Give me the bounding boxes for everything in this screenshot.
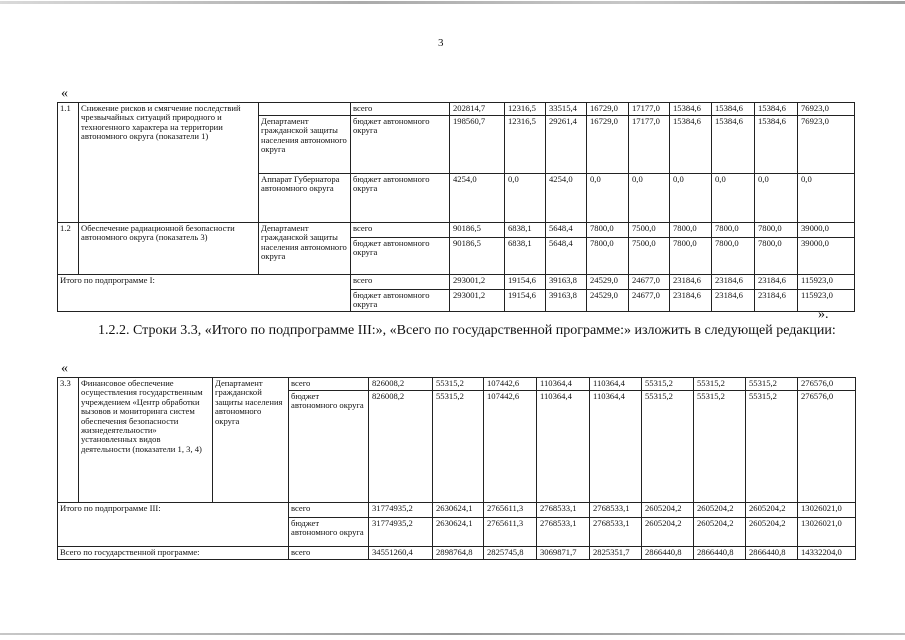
value-cell: 2768533,1 bbox=[590, 503, 642, 518]
measure-name-cell: Снижение рисков и смягчение последствий чрезвычайных ситуаций природного и техногенного характера на территории автономного округа (показатели 1) bbox=[79, 103, 259, 223]
subprogram-1-table bbox=[57, 102, 855, 312]
value-cell: 19154,6 bbox=[505, 275, 546, 290]
value-cell: 202814,7 bbox=[450, 103, 505, 116]
measure-name-cell: Обеспечение радиационной безопасности автономного округа (показатель 3) bbox=[79, 223, 259, 275]
value-cell: 2898764,8 bbox=[433, 547, 484, 560]
value-cell: 110364,4 bbox=[537, 378, 590, 391]
funding-source-cell: бюджет автономного округа bbox=[351, 290, 450, 312]
value-cell: 2605204,2 bbox=[642, 518, 694, 547]
value-cell: 23184,6 bbox=[755, 290, 798, 312]
funding-source-cell: бюджет автономного округа bbox=[351, 174, 450, 223]
row-number-cell: 1.1 bbox=[58, 103, 79, 223]
funding-source-cell: бюджет автономного округа bbox=[289, 391, 369, 503]
value-cell: 3069871,7 bbox=[537, 547, 590, 560]
value-cell: 7800,0 bbox=[712, 238, 755, 275]
value-cell: 15384,6 bbox=[755, 116, 798, 174]
subtotal-label-cell: Итого по подпрограмме I: bbox=[58, 275, 351, 312]
value-cell: 15384,6 bbox=[670, 116, 712, 174]
funding-source-cell: всего bbox=[351, 275, 450, 290]
value-cell: 76923,0 bbox=[798, 116, 855, 174]
value-cell: 31774935,2 bbox=[369, 518, 433, 547]
executor-cell: Департамент гражданской защиты населения автономного округа bbox=[259, 116, 351, 174]
value-cell: 34551260,4 bbox=[369, 547, 433, 560]
table-row bbox=[58, 547, 856, 560]
value-cell: 2605204,2 bbox=[694, 503, 746, 518]
value-cell: 13026021,0 bbox=[798, 503, 856, 518]
executor-cell: Аппарат Губернатора автономного округа bbox=[259, 174, 351, 223]
value-cell: 15384,6 bbox=[670, 103, 712, 116]
opening-quote-2: « bbox=[61, 361, 68, 376]
value-cell: 0,0 bbox=[755, 174, 798, 223]
value-cell: 23184,6 bbox=[670, 275, 712, 290]
value-cell: 276576,0 bbox=[798, 391, 856, 503]
value-cell: 24677,0 bbox=[629, 290, 670, 312]
value-cell: 55315,2 bbox=[433, 391, 484, 503]
value-cell: 7500,0 bbox=[629, 238, 670, 275]
value-cell: 6838,1 bbox=[505, 223, 546, 238]
value-cell: 110364,4 bbox=[537, 391, 590, 503]
table-row bbox=[58, 275, 855, 290]
value-cell: 55315,2 bbox=[746, 391, 798, 503]
amendment-paragraph: 1.2.2. Строки 3.3, «Итого по подпрограмме III:», «Всего по государственной программе:» изложить в следующей редакции: bbox=[98, 323, 836, 338]
value-cell: 7800,0 bbox=[755, 238, 798, 275]
value-cell: 110364,4 bbox=[590, 378, 642, 391]
subprogram-3-body bbox=[58, 378, 856, 560]
opening-quote: « bbox=[61, 86, 68, 101]
value-cell: 55315,2 bbox=[746, 378, 798, 391]
value-cell: 14332204,0 bbox=[798, 547, 856, 560]
value-cell: 7800,0 bbox=[587, 238, 629, 275]
value-cell: 198560,7 bbox=[450, 116, 505, 174]
value-cell: 24677,0 bbox=[629, 275, 670, 290]
value-cell: 110364,4 bbox=[590, 391, 642, 503]
funding-source-cell: всего bbox=[289, 503, 369, 518]
value-cell: 0,0 bbox=[798, 174, 855, 223]
value-cell: 12316,5 bbox=[505, 103, 546, 116]
value-cell: 13026021,0 bbox=[798, 518, 856, 547]
value-cell: 55315,2 bbox=[642, 378, 694, 391]
value-cell: 2605204,2 bbox=[746, 503, 798, 518]
value-cell: 107442,6 bbox=[484, 391, 537, 503]
value-cell: 2605204,2 bbox=[642, 503, 694, 518]
value-cell: 76923,0 bbox=[798, 103, 855, 116]
funding-source-cell: бюджет автономного округа bbox=[351, 116, 450, 174]
funding-source-cell: всего bbox=[289, 378, 369, 391]
value-cell: 7800,0 bbox=[670, 223, 712, 238]
funding-source-cell: всего bbox=[351, 223, 450, 238]
value-cell: 15384,6 bbox=[712, 116, 755, 174]
executor-cell: Департамент гражданской защиты населения автономного округа bbox=[213, 378, 289, 503]
value-cell: 39000,0 bbox=[798, 223, 855, 238]
value-cell: 2765611,3 bbox=[484, 503, 537, 518]
value-cell: 90186,5 bbox=[450, 238, 505, 275]
value-cell: 7800,0 bbox=[755, 223, 798, 238]
value-cell: 2825351,7 bbox=[590, 547, 642, 560]
scan-edge-top bbox=[0, 1, 905, 4]
value-cell: 0,0 bbox=[587, 174, 629, 223]
funding-source-cell: бюджет автономного округа bbox=[289, 518, 369, 547]
value-cell: 293001,2 bbox=[450, 290, 505, 312]
value-cell: 31774935,2 bbox=[369, 503, 433, 518]
closing-quote: ». bbox=[818, 307, 829, 322]
value-cell: 115923,0 bbox=[798, 290, 855, 312]
value-cell: 115923,0 bbox=[798, 275, 855, 290]
value-cell: 29261,4 bbox=[546, 116, 587, 174]
value-cell: 0,0 bbox=[712, 174, 755, 223]
value-cell: 107442,6 bbox=[484, 378, 537, 391]
scan-edge-bottom bbox=[0, 633, 905, 635]
value-cell: 23184,6 bbox=[670, 290, 712, 312]
table-row bbox=[58, 503, 856, 518]
value-cell: 2765611,3 bbox=[484, 518, 537, 547]
table-row bbox=[58, 378, 856, 391]
total-label-cell: Всего по государственной программе: bbox=[58, 547, 289, 560]
subprogram-3-table bbox=[57, 377, 856, 560]
value-cell: 16729,0 bbox=[587, 103, 629, 116]
value-cell: 7500,0 bbox=[629, 223, 670, 238]
value-cell: 2866440,8 bbox=[694, 547, 746, 560]
value-cell: 2605204,2 bbox=[746, 518, 798, 547]
value-cell: 15384,6 bbox=[712, 103, 755, 116]
value-cell: 2630624,1 bbox=[433, 503, 484, 518]
value-cell: 7800,0 bbox=[587, 223, 629, 238]
value-cell: 23184,6 bbox=[712, 290, 755, 312]
value-cell: 4254,0 bbox=[450, 174, 505, 223]
row-number-cell: 3.3 bbox=[58, 378, 79, 503]
row-number-cell: 1.2 bbox=[58, 223, 79, 275]
value-cell: 2630624,1 bbox=[433, 518, 484, 547]
value-cell: 24529,0 bbox=[587, 290, 629, 312]
value-cell: 2605204,2 bbox=[694, 518, 746, 547]
value-cell: 5648,4 bbox=[546, 238, 587, 275]
value-cell: 293001,2 bbox=[450, 275, 505, 290]
page-number: 3 bbox=[438, 37, 444, 49]
value-cell: 2825745,8 bbox=[484, 547, 537, 560]
value-cell: 23184,6 bbox=[712, 275, 755, 290]
value-cell: 2866440,8 bbox=[746, 547, 798, 560]
value-cell: 4254,0 bbox=[546, 174, 587, 223]
value-cell: 24529,0 bbox=[587, 275, 629, 290]
value-cell: 33515,4 bbox=[546, 103, 587, 116]
value-cell: 826008,2 bbox=[369, 391, 433, 503]
table-row bbox=[58, 103, 855, 116]
value-cell: 0,0 bbox=[505, 174, 546, 223]
value-cell: 39163,8 bbox=[546, 275, 587, 290]
value-cell: 2768533,1 bbox=[590, 518, 642, 547]
executor-cell: Департамент гражданской защиты населения автономного округа bbox=[259, 223, 351, 275]
funding-source-cell: бюджет автономного округа bbox=[351, 238, 450, 275]
funding-source-cell: всего bbox=[351, 103, 450, 116]
table-row bbox=[58, 223, 855, 238]
value-cell: 55315,2 bbox=[694, 378, 746, 391]
value-cell: 2768533,1 bbox=[537, 503, 590, 518]
value-cell: 2866440,8 bbox=[642, 547, 694, 560]
value-cell: 23184,6 bbox=[755, 275, 798, 290]
value-cell: 16729,0 bbox=[587, 116, 629, 174]
value-cell: 55315,2 bbox=[433, 378, 484, 391]
value-cell: 826008,2 bbox=[369, 378, 433, 391]
value-cell: 2768533,1 bbox=[537, 518, 590, 547]
subtotal-label-cell: Итого по подпрограмме III: bbox=[58, 503, 289, 547]
value-cell: 55315,2 bbox=[694, 391, 746, 503]
value-cell: 17177,0 bbox=[629, 116, 670, 174]
value-cell: 12316,5 bbox=[505, 116, 546, 174]
value-cell: 5648,4 bbox=[546, 223, 587, 238]
executor-cell bbox=[259, 103, 351, 116]
value-cell: 7800,0 bbox=[712, 223, 755, 238]
subprogram-1-body bbox=[58, 103, 855, 312]
value-cell: 90186,5 bbox=[450, 223, 505, 238]
value-cell: 7800,0 bbox=[670, 238, 712, 275]
value-cell: 55315,2 bbox=[642, 391, 694, 503]
value-cell: 6838,1 bbox=[505, 238, 546, 275]
measure-name-cell: Финансовое обеспечение осуществления государственным учреждением «Центр обработки вызовов и мониторинга систем обеспечения безопасности жизнедеятельности» установленных видов деятельности (показатели 1, 3, 4) bbox=[79, 378, 213, 503]
value-cell: 0,0 bbox=[670, 174, 712, 223]
value-cell: 39163,8 bbox=[546, 290, 587, 312]
funding-source-cell: всего bbox=[289, 547, 369, 560]
value-cell: 0,0 bbox=[629, 174, 670, 223]
value-cell: 276576,0 bbox=[798, 378, 856, 391]
value-cell: 15384,6 bbox=[755, 103, 798, 116]
value-cell: 17177,0 bbox=[629, 103, 670, 116]
value-cell: 19154,6 bbox=[505, 290, 546, 312]
value-cell: 39000,0 bbox=[798, 238, 855, 275]
